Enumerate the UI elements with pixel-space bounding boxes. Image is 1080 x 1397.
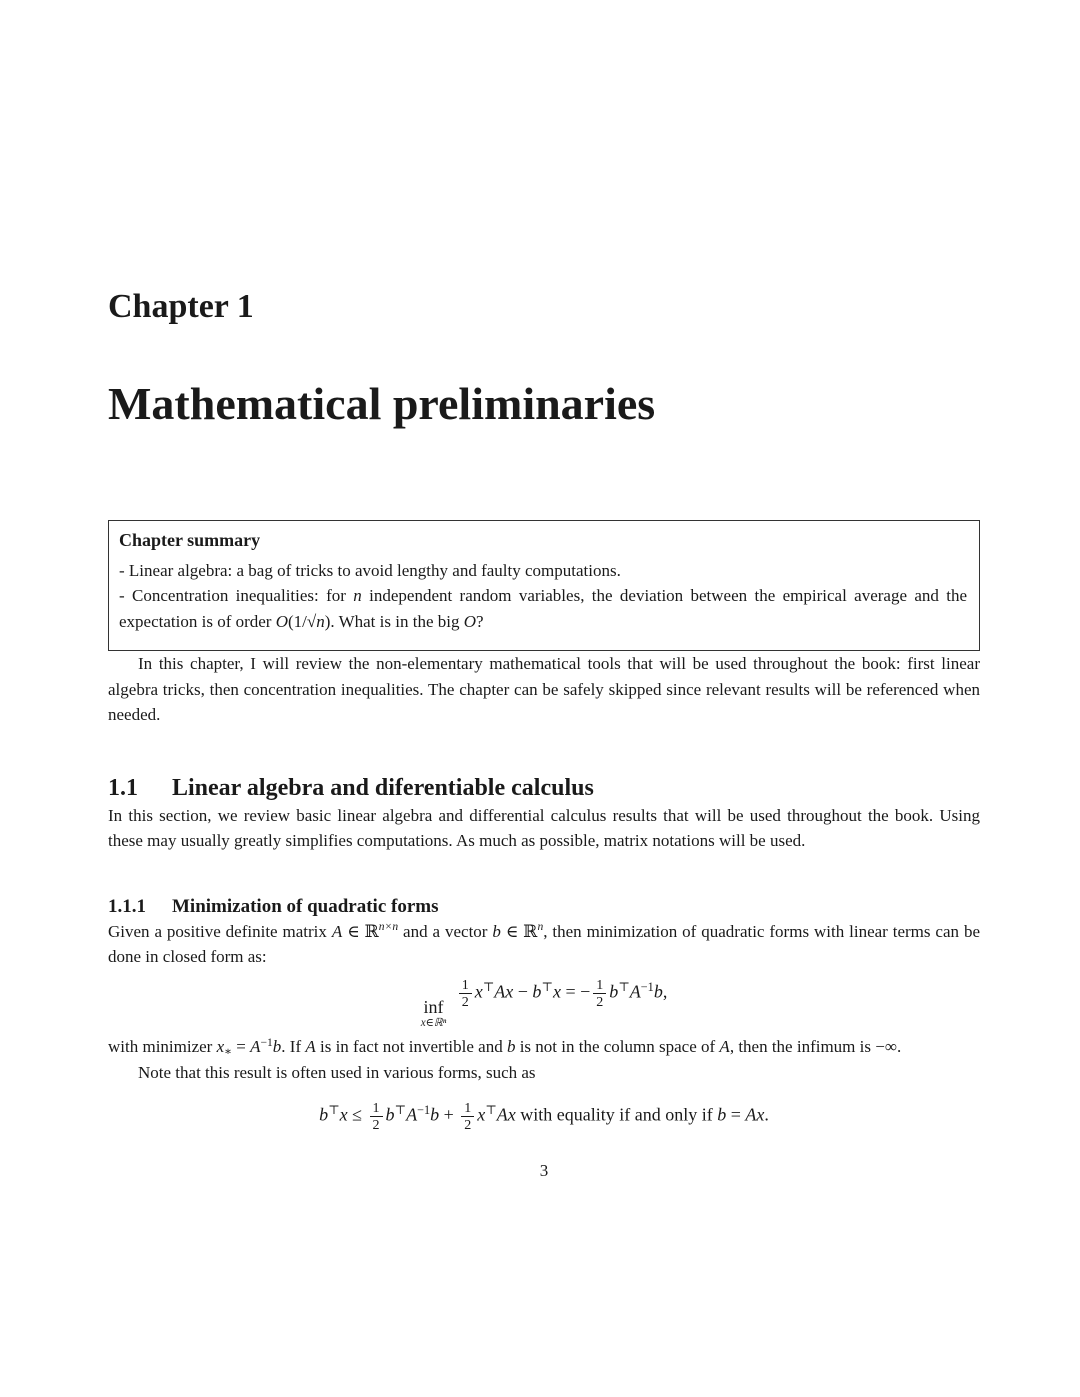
subsection-heading-1-1-1 [108,896,980,919]
chapter-label: Chapter 1 [108,288,254,325]
chapter-title: Mathematical preliminaries [108,378,656,430]
section-paragraph: In this section, we review basic linear algebra and differential calculus results that will be used throughout the book. Using these may usually greatly simplifies computations. As much as possible, matrix notations will be used. [108,805,980,851]
subsection-title: Minimization of quadratic forms [172,895,439,917]
section-title: Linear algebra and diferentiable calculus [172,774,594,801]
equation-quadratic-minimization: inf x∈ℝⁿ $\frac{1}{2}$ x⊤Ax − b⊤x = − $\frac{1}{2}$ $b^⊤A^{-1}b$, [420,976,668,1030]
section-number: 1.1 [108,774,138,801]
intro-paragraph: In this chapter, I will review the non-elementary mathematical tools that will be used throughout the book: first linear algebra tricks, then concentration inequalities. The chapter can be safely skipped since relevant results will be referenced when needed. [108,654,980,725]
equation-inequality: b⊤x ≤ $\frac{1}{2}$ $b^⊤A^{-1}b$ + $\frac{1}{2}$ x⊤Ax with equality if and only if b = Ax. [319,1100,769,1134]
section-heading-1-1 [108,774,980,803]
given-paragraph: Given a positive definite matrix A ∈ ℝ$^{n\times n}$ and a vector b ∈ ℝ$^n$, then minimization of quadratic forms with linear terms can be done in closed form as: [108,920,980,967]
summary-line-1: - Linear algebra: a bag of tricks to avoid lengthy and faulty computations. [119,560,621,580]
note-paragraph: Note that this result is often used in various forms, such as [138,1062,536,1082]
summary-line-2: - Concentration inequalities: for n independent random variables, the deviation between the empirical average and the expectation is of order O(1/√n). What is in the big O? [119,586,967,631]
chapter-summary-box [108,520,980,652]
subsection-number: 1.1.1 [108,895,146,917]
summary-title: Chapter summary [119,529,261,550]
page-number: 3 [539,1161,549,1181]
minimizer-paragraph: with minimizer $x_∗ = A^{-1}b$. If A is in fact not invertible and b is not in the column space of A, then the infimum is −∞. [108,1035,902,1059]
